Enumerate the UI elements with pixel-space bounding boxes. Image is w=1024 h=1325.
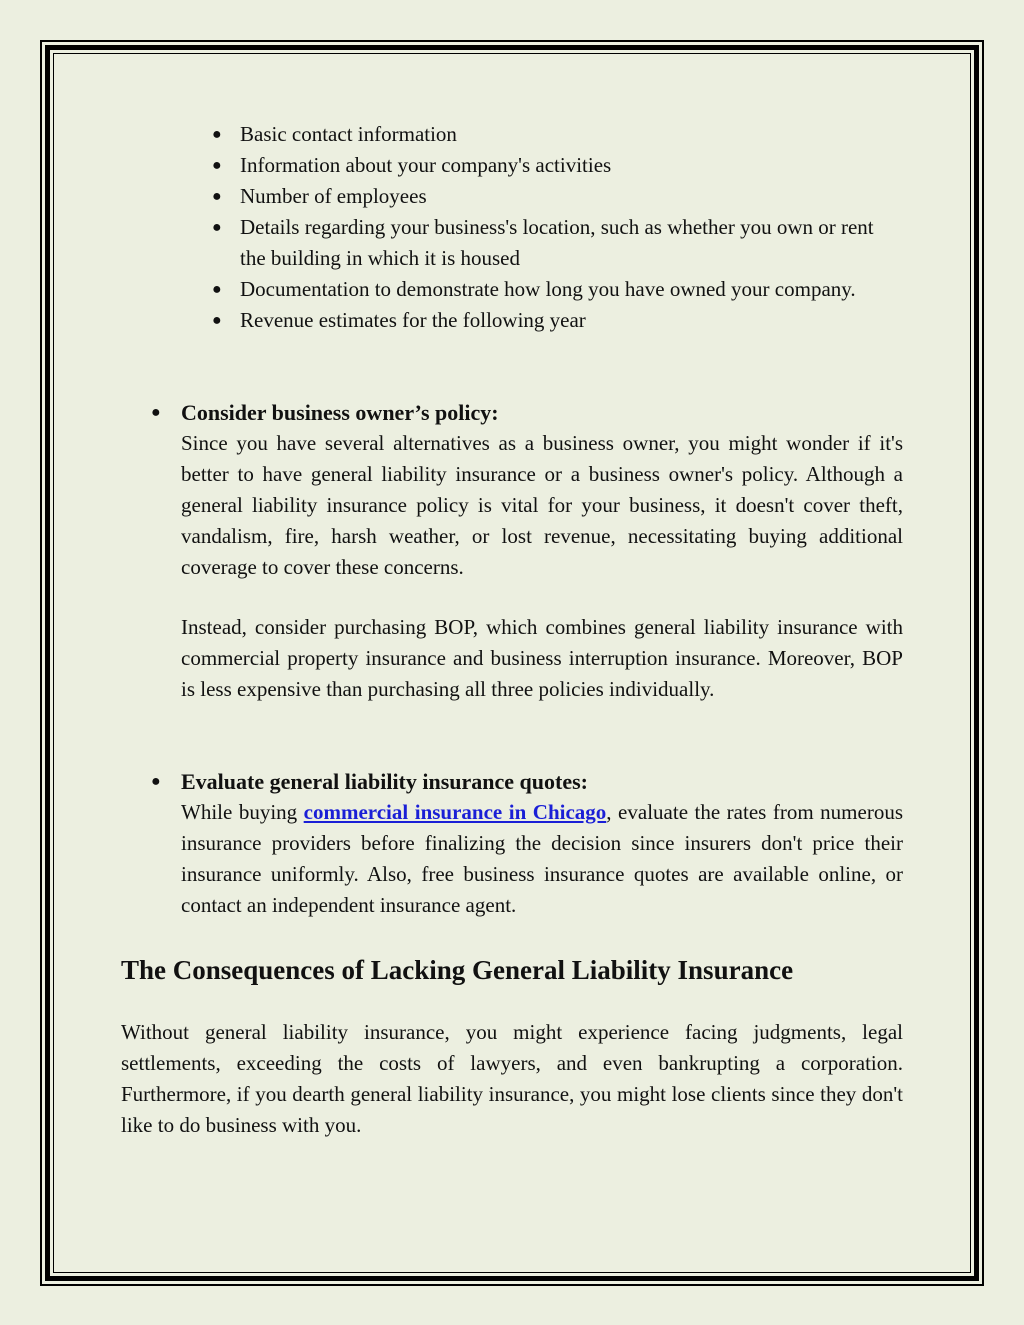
bullet-icon: ● [212, 219, 222, 236]
requirements-list [212, 119, 890, 336]
list-item: ● Basic contact information [240, 119, 890, 150]
consequences-heading: The Consequences of Lacking General Liability Insurance [121, 955, 794, 985]
bop-section [151, 397, 903, 705]
bop-paragraph-2: Instead, consider purchasing BOP, which combines general liability insurance with commercial property insurance and business interruption insurance. Moreover, BOP is less expensive than purchasing all three policies individually. [181, 615, 903, 701]
bullet-icon: ● [212, 188, 222, 205]
quotes-heading: Evaluate general liability insurance quotes: [181, 769, 588, 794]
list-item: ● Number of employees [240, 181, 890, 212]
list-item: ● Information about your company's activities [240, 150, 890, 181]
list-item: ● Documentation to demonstrate how long you have owned your company. [240, 274, 890, 305]
list-item: ● Revenue estimates for the following year [240, 305, 890, 336]
bullet-icon: ● [212, 157, 222, 174]
quotes-paragraph: While buying commercial insurance in Chicago, evaluate the rates from numerous insurance providers before finalizing the decision since insurers don't price their insurance uniformly. Also, free business insurance quotes are available online, or contact an independent insurance agent. [181, 800, 903, 917]
bullet-icon: ● [151, 773, 161, 790]
bullet-icon: ● [212, 312, 222, 329]
consequences-paragraph: Without general liability insurance, you might experience facing judgments, legal settlements, exceeding the costs of lawyers, and even bankrupting a corporation. Furthermore, if you dearth general liability insurance, you might lose clients since they don't like to do business with you. [121, 1020, 903, 1137]
quotes-section [151, 766, 903, 921]
bullet-icon: ● [212, 126, 222, 143]
bullet-icon: ● [151, 404, 161, 421]
list-item: ● Details regarding your business's location, such as whether you own or rent the building in which it is housed [240, 212, 890, 274]
commercial-insurance-link[interactable]: commercial insurance in Chicago [303, 800, 607, 824]
bop-heading: Consider business owner’s policy: [181, 400, 499, 425]
bullet-icon: ● [212, 281, 222, 298]
bop-paragraph-1: Since you have several alternatives as a business owner, you might wonder if it's better to have general liability insurance or a business owner's policy. Although a general liability insurance policy is vital for your business, it doesn't cover theft, vandalism, fire, harsh weather, or lost revenue, necessitating buying additional coverage to cover these concerns. [181, 431, 903, 579]
